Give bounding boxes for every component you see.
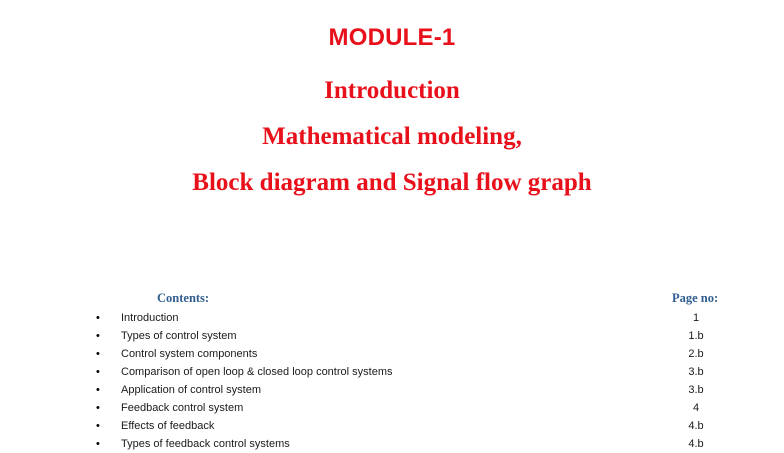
toc-row [0,381,784,399]
title-line-block-diagram: Block diagram and Signal flow graph [192,169,592,196]
contents-heading: Contents: [157,291,210,305]
bullet-icon: • [96,348,100,360]
toc-item-label: Comparison of open loop & closed loop control systems [121,366,393,378]
toc-item-label: Types of control system [121,330,237,342]
toc-item-label: Introduction [121,312,179,324]
module-heading: MODULE-1 [328,24,456,51]
toc-item-label: Application of control system [121,384,262,396]
toc-item-label: Types of feedback control systems [121,438,290,450]
bullet-icon: • [96,438,100,450]
title-line-introduction: Introduction [324,77,460,104]
toc-row [0,435,784,453]
toc-item-page: 4.b [688,438,704,450]
bullet-icon: • [96,384,100,396]
toc-item-page: 1 [692,312,700,324]
toc-row [0,345,784,363]
bullet-icon: • [96,366,100,378]
toc-item-label: Effects of feedback [121,420,215,432]
bullet-icon: • [96,402,100,414]
toc-item-page: 4 [692,402,700,414]
toc-row [0,327,784,345]
table-of-contents [0,309,784,453]
toc-item-page: 3.b [688,384,704,396]
bullet-icon: • [96,330,100,342]
title-line-mathematical-modeling: Mathematical modeling, [262,123,522,150]
bullet-icon: • [96,420,100,432]
toc-row [0,363,784,381]
toc-item-page: 1.b [688,330,704,342]
toc-item-page: 2.b [688,348,704,360]
toc-item-page: 3.b [688,366,704,378]
bullet-icon: • [96,312,100,324]
toc-item-label: Feedback control system [121,402,244,414]
toc-row [0,309,784,327]
toc-item-page: 4.b [688,420,704,432]
toc-item-label: Control system components [121,348,258,360]
toc-row [0,399,784,417]
toc-row [0,417,784,435]
page-no-heading: Page no: [672,291,719,305]
